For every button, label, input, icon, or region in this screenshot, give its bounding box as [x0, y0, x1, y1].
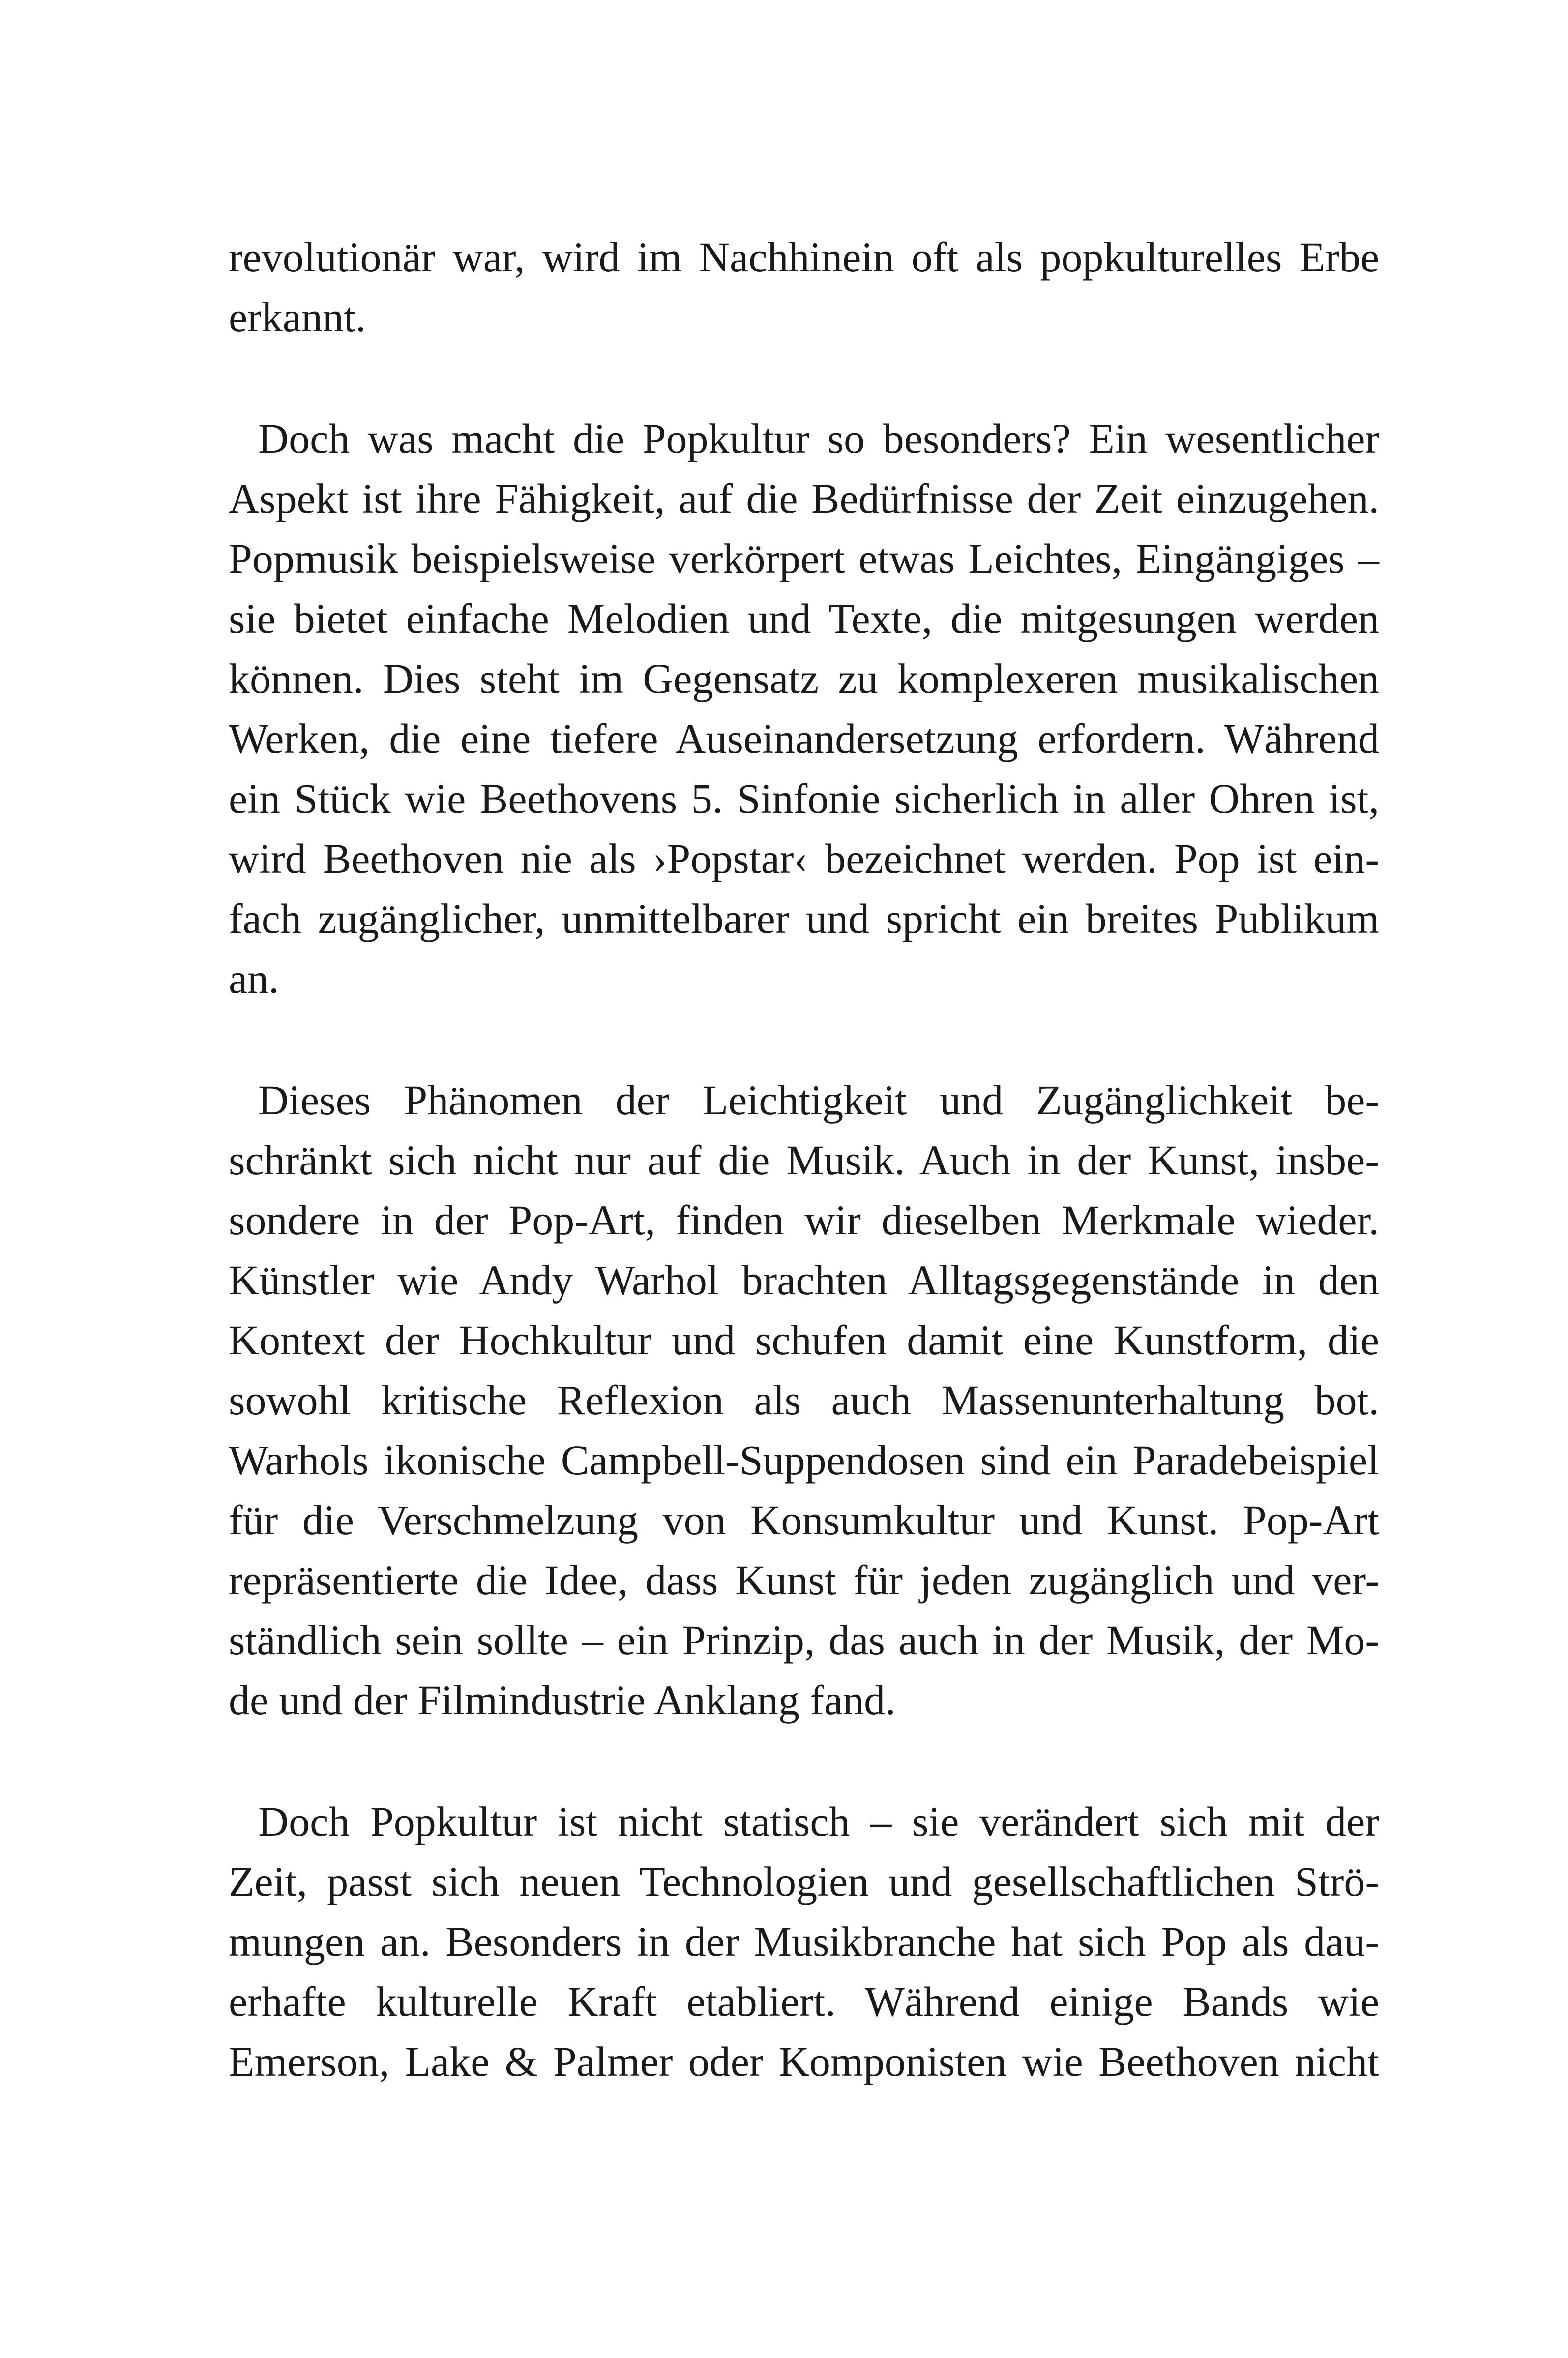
text-line: sowohl kritische Reflexion als auch Massenunterhaltung bot. [229, 1376, 1379, 1424]
paragraph-2 [229, 409, 1379, 1009]
text-line: mungen an. Besonders in der Musikbranche hat sich Pop als dau- [229, 1918, 1379, 1965]
text-line: revolutionär war, wird im Nachhinein oft als popkulturelles Erbe [229, 234, 1379, 281]
paragraph-4 [229, 1791, 1379, 2091]
text-line: ständlich sein sollte – ein Prinzip, das auch in der Musik, der Mo- [229, 1616, 1379, 1664]
text-line: fach zugänglicher, unmittelbarer und spricht ein breites Publikum [229, 895, 1379, 942]
text-line: sie bietet einfache Melodien und Texte, die mitgesungen werden [229, 595, 1379, 642]
text-line: an. [229, 955, 279, 1002]
text-line: Warhols ikonische Campbell-Suppendosen sind ein Paradebeispiel [229, 1436, 1379, 1484]
paragraph-1 [229, 227, 1379, 347]
text-line: erhafte kulturelle Kraft etabliert. Während einige Bands wie [229, 1978, 1379, 2025]
text-line: für die Verschmelzung von Konsumkultur und Kunst. Pop-Art [229, 1496, 1379, 1544]
text-line: schränkt sich nicht nur auf die Musik. Auch in der Kunst, insbe- [229, 1136, 1379, 1184]
text-line: Dieses Phänomen der Leichtigkeit und Zugänglichkeit be- [258, 1076, 1379, 1124]
text-line: Werken, die eine tiefere Auseinandersetzung erfordern. Während [229, 715, 1379, 762]
text-line: Künstler wie Andy Warhol brachten Alltagsgegenstände in den [229, 1256, 1379, 1304]
text-line: erkannt. [229, 294, 366, 341]
text-line: Kontext der Hochkultur und schufen damit eine Kunstform, die [229, 1316, 1379, 1364]
text-line: Aspekt ist ihre Fähigkeit, auf die Bedürfnisse der Zeit einzugehen. [229, 475, 1379, 522]
text-line: Zeit, passt sich neuen Technologien und gesellschaftlichen Strö- [229, 1858, 1379, 1905]
text-line: können. Dies steht im Gegensatz zu komplexeren musikalischen [229, 655, 1379, 702]
paragraph-3 [229, 1070, 1379, 1730]
text-line: ein Stück wie Beethovens 5. Sinfonie sicherlich in aller Ohren ist, [229, 775, 1379, 822]
text-line: Popmusik beispielsweise verkörpert etwas Leichtes, Eingängiges – [229, 535, 1379, 582]
body-text [229, 227, 1379, 2091]
text-line: Emerson, Lake & Palmer oder Komponisten wie Beethoven nicht [229, 2038, 1379, 2085]
text-line: sondere in der Pop-Art, finden wir dieselben Merkmale wieder. [229, 1196, 1379, 1244]
text-line: Doch was macht die Popkultur so besonders? Ein wesentlicher [258, 415, 1379, 462]
text-line: de und der Filmindustrie Anklang fand. [229, 1676, 896, 1724]
text-line: repräsentierte die Idee, dass Kunst für jeden zugänglich und ver- [229, 1556, 1379, 1604]
text-line: wird Beethoven nie als ›Popstar‹ bezeichnet werden. Pop ist ein- [229, 835, 1379, 882]
text-line: Doch Popkultur ist nicht statisch – sie verändert sich mit der [258, 1798, 1379, 1845]
